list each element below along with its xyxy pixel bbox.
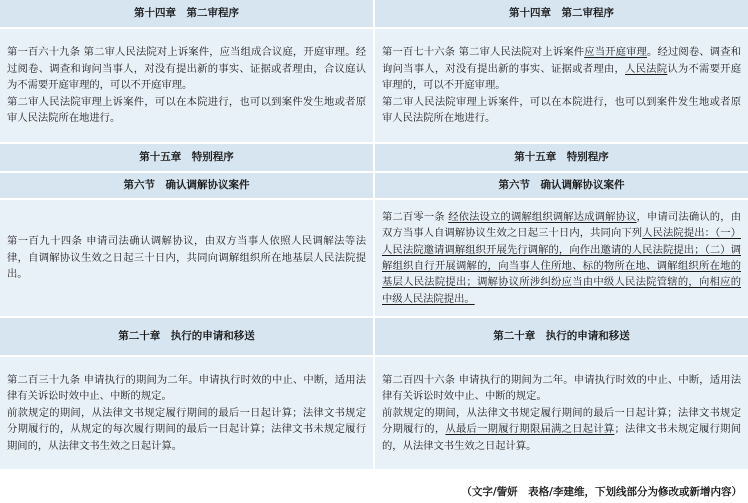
chapter-heading-left: 第十五章 特别程序	[0, 144, 373, 173]
table-row	[0, 200, 748, 318]
article-201-cell	[375, 200, 748, 318]
chapter-heading-right: 第十四章 第二审程序	[375, 0, 748, 29]
amended-text: 经依法设立的调解组织调解达成调解协议	[448, 210, 637, 223]
amended-text: 应当开庭审理	[584, 46, 648, 59]
amended-text: 人民法院	[625, 62, 668, 75]
table-row	[0, 357, 748, 471]
amended-text: 人民法院提出：（一）人民法院邀请调解组织开展先行调解的，向作出邀请的人民法院提出；（二）调解组织自行开展调解的，向当事人住所地、标的物所在地、调解组织所在地的基层人民法院提出；调解协议所涉纠纷应当由中级人民法院管辖的，向相应的中级人民法院提出。	[382, 227, 741, 305]
article-176-para1: 第一百七十六条 第二审人民法院对上诉案件应当开庭审理。经过阅卷、调查和询问当事人，对没有提出新的事实、证据或者理由，人民法院认为不需要开庭审理的，可以不开庭审理。	[382, 46, 742, 92]
article-169-cell	[0, 29, 373, 144]
table-row	[0, 318, 748, 357]
table-row	[0, 29, 748, 144]
chapter-heading-right: 第二十章 执行的申请和移送	[375, 318, 748, 357]
table-row	[0, 144, 748, 173]
chapter-heading-left: 第十四章 第二审程序	[0, 0, 373, 29]
section-heading-right: 第六节 确认调解协议案件	[375, 173, 748, 200]
article-194-cell	[0, 200, 373, 318]
article-239-para2: 前款规定的期间，从法律文书规定履行期间的最后一日起计算；法律文书规定分期履行的，从规定的每次履行期间的最后一日起计算；法律文书未规定履行期间的，从法律文书生效之日起计算。	[7, 406, 366, 452]
article-176-cell	[375, 29, 748, 144]
article-239-para1: 第二百三十九条 申请执行的期间为二年。申请执行时效的中止、中断，适用法律有关诉讼时效中止、中断的规定。	[7, 373, 366, 403]
article-176-para2: 第二审人民法院审理上诉案件，可以在本院进行，也可以到案件发生地或者原审人民法院所在地进行。	[382, 95, 741, 125]
article-246-para2: 前款规定的期间，从法律文书规定履行期间的最后一日起计算；法律文书规定分期履行的，从最后一期履行期限届满之日起计算；法律文书未规定履行期间的，从法律文书生效之日起计算。	[382, 406, 742, 452]
amended-text: 从最后一期履行期限届满之日起计算	[445, 423, 615, 436]
table-caption: （文字/訾妍 表格/李建维，下划线部分为修改或新增内容）	[461, 486, 742, 498]
section-heading-left: 第六节 确认调解协议案件	[0, 173, 373, 200]
article-201-para: 第二百零一条 经依法设立的调解组织调解达成调解协议，申请司法确认的，由双方当事人自调解协议生效之日起三十日内，共同向下列人民法院提出：（一）人民法院邀请调解组织开展先行调解的，向作出邀请的人民法院提出；（二）调解组织自行开展调解的，向当事人住所地、标的物所在地、调解组织所在地的基层人民法院提出；调解协议所涉纠纷应当由中级人民法院管辖的，向相应的中级人民法院提出。	[382, 210, 742, 305]
article-246-para1: 第二百四十六条 申请执行的期间为二年。申请执行时效的中止、中断，适用法律有关诉讼时效中止、中断的规定。	[382, 373, 741, 403]
chapter-heading-right: 第十五章 特别程序	[375, 144, 748, 173]
table-row	[0, 0, 748, 29]
article-169-para2: 第二审人民法院审理上诉案件，可以在本院进行，也可以到案件发生地或者原审人民法院所在地进行。	[7, 95, 366, 125]
table-row	[0, 173, 748, 200]
article-239-cell	[0, 357, 373, 471]
article-169-para1: 第一百六十九条 第二审人民法院对上诉案件，应当组成合议庭，开庭审理。经过阅卷、调查和询问当事人，对没有提出新的事实、证据或者理由，合议庭认为不需要开庭审理的，可以不开庭审理。	[7, 46, 366, 92]
article-194-para: 第一百九十四条 申请司法确认调解协议，由双方当事人依照人民调解法等法律，自调解协议生效之日起三十日内，共同向调解组织所在地基层人民法院提出。	[7, 235, 366, 281]
chapter-heading-left: 第二十章 执行的申请和移送	[0, 318, 373, 357]
article-246-cell	[375, 357, 748, 471]
